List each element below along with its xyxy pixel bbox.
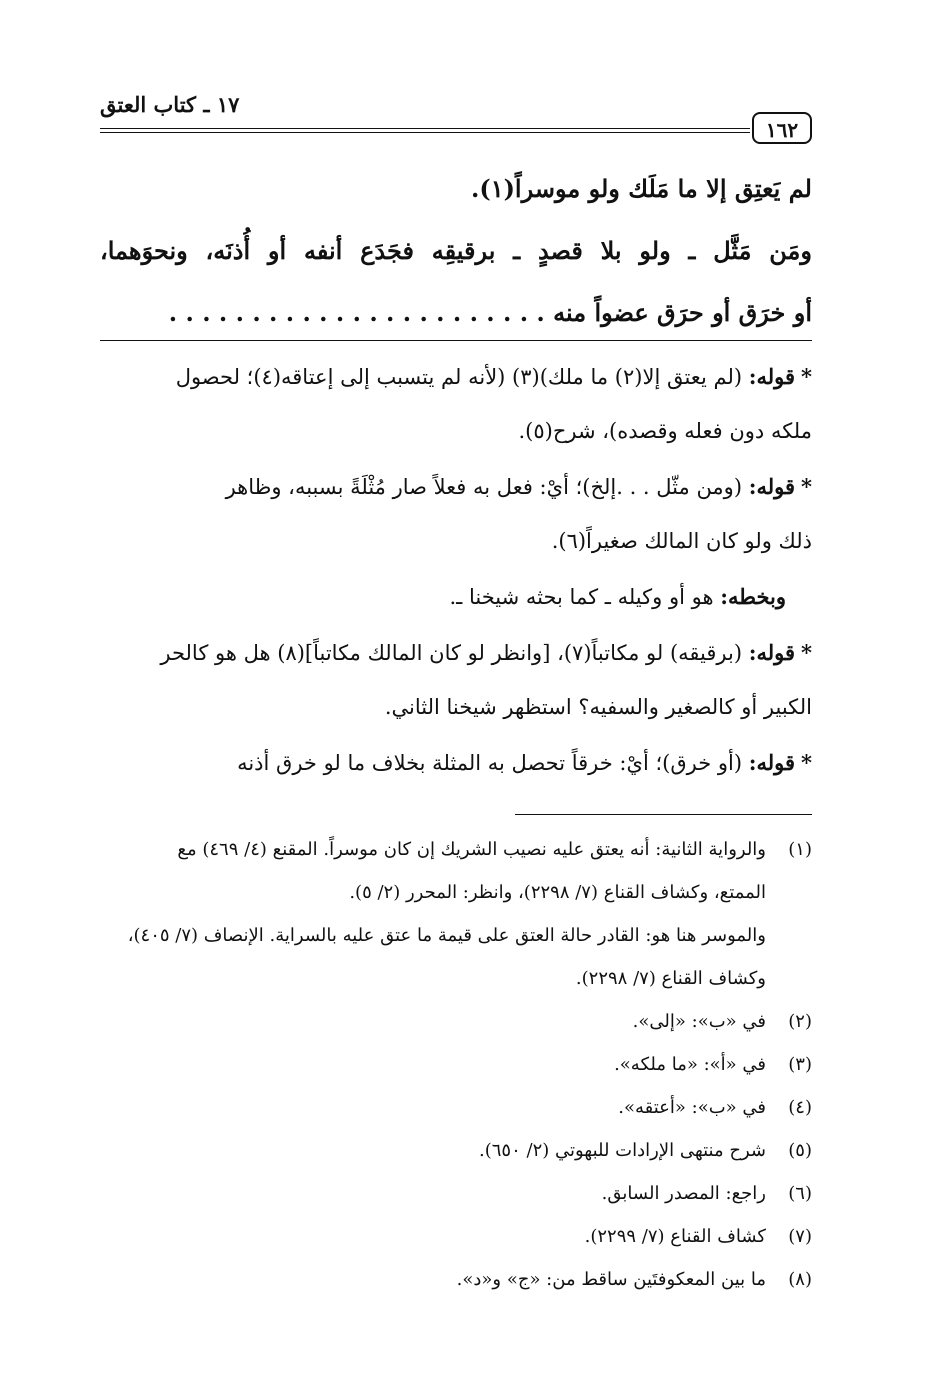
footnote-line: الممتع، وكشاف القناع (٧/ ٢٢٩٨)، وانظر: المحرر (٢/ ٥). xyxy=(349,882,766,903)
footnote-line: والموسر هنا هو: القادر حالة العتق على قيمة ما عتق عليه بالسراية. الإنصاف (٧/ ٤٠٥)، xyxy=(127,925,766,946)
paragraph-lead: قوله: xyxy=(748,640,796,665)
footnote xyxy=(100,1129,812,1172)
footnote xyxy=(100,1043,812,1086)
footnote-rule xyxy=(515,814,812,815)
star-marker: * xyxy=(801,640,812,665)
footnote-text: في «ب»: «إلى». xyxy=(632,1011,766,1032)
paragraph-lead: قوله: xyxy=(748,750,796,775)
footnote-text: كشاف القناع (٧/ ٢٢٩٩). xyxy=(584,1226,766,1247)
paragraph-lead: وبخطه: xyxy=(720,584,786,609)
star-marker: * xyxy=(801,750,812,775)
footnote-number: (٥) xyxy=(788,1140,812,1161)
page-number: ١٦٢ xyxy=(752,112,812,144)
commentary-paragraph xyxy=(100,736,812,790)
footnote-text: في «أ»: «ما ملكه». xyxy=(614,1054,766,1075)
footnote-number: (٧) xyxy=(788,1226,812,1247)
footnote-line: وكشاف القناع (٧/ ٢٢٩٨). xyxy=(575,968,766,989)
commentary-paragraph xyxy=(100,570,812,624)
main-text xyxy=(100,158,812,344)
star-marker: * xyxy=(801,364,812,389)
footnote xyxy=(100,1215,812,1258)
footnote xyxy=(100,1086,812,1129)
footnote xyxy=(100,1000,812,1043)
commentary-line: ملكه دون فعله وقصده)، شرح(٥). xyxy=(518,419,812,443)
commentary-line xyxy=(100,350,812,404)
commentary-paragraph xyxy=(100,626,812,734)
commentary-line: الكبير أو كالصغير والسفيه؟ استظهر شيخنا الثاني. xyxy=(384,695,812,719)
footnotes xyxy=(100,828,812,1301)
footnote xyxy=(100,1258,812,1301)
commentary-line xyxy=(100,570,812,624)
footnote-number: (٣) xyxy=(788,1054,812,1075)
paragraph-lead: قوله: xyxy=(748,474,796,499)
paragraph-text: (لم يعتق إلا(٢) ما ملك)(٣) (لأنه لم يتسبب إلى إعتاقه(٤)؛ لحصول xyxy=(175,365,743,389)
footnote-number: (٦) xyxy=(788,1183,812,1204)
footnote xyxy=(100,1172,812,1215)
chapter-title: ١٧ ـ كتاب العتق xyxy=(100,92,240,117)
header-rule xyxy=(100,128,750,129)
commentary-line: ذلك ولو كان المالك صغيراً(٦). xyxy=(551,529,812,553)
footnote-text: ما بين المعكوفتَين ساقط من: «ج» و«د». xyxy=(456,1269,766,1290)
main-line: لم يَعتِق إلا ما مَلَك ولو موسراً(١). xyxy=(470,174,812,203)
star-marker: * xyxy=(801,474,812,499)
footnote-number: (٨) xyxy=(788,1269,812,1290)
footnote-text: راجع: المصدر السابق. xyxy=(601,1183,766,1204)
footnote-text: والرواية الثانية: أنه يعتق عليه نصيب الشريك إن كان موسراً. المقنع (٤/ ٤٦٩) مع xyxy=(177,839,766,860)
paragraph-text: (أو خرق)؛ أيْ: خرقاً تحصل به المثلة بخلاف ما لو خرق أذنه xyxy=(237,751,743,775)
main-line: ومَن مَثَّل ـ ولو بلا قصدٍ ـ برقيقِه فجَدَع أنفه أو أُذنَه، ونحوَهما، xyxy=(100,236,812,265)
footnote-text: في «ب»: «أعتقه». xyxy=(618,1097,766,1118)
footnote-text: شرح منتهى الإرادات للبهوتي (٢/ ٦٥٠). xyxy=(479,1140,766,1161)
footnote-number: (٢) xyxy=(788,1011,812,1032)
footnote xyxy=(100,828,812,871)
paragraph-lead: قوله: xyxy=(748,364,796,389)
main-line: أو خرَق أو حرَق عضواً منه . . . . . . . . . . . . . . . . . . . . . . . xyxy=(168,298,812,327)
footnote-number: (٤) xyxy=(788,1097,812,1118)
paragraph-text: (برقيقه) لو مكاتباً(٧)، [وانظر لو كان المالك مكاتباً](٨) هل هو كالحر xyxy=(160,641,743,665)
commentary-paragraph xyxy=(100,460,812,568)
paragraph-text: هو أو وكيله ـ كما بحثه شيخنا ـ. xyxy=(449,585,714,609)
commentary-line xyxy=(100,626,812,680)
paragraph-text: (ومن مثّل . . .إلخ)؛ أيْ: فعل به فعلاً صار مُثْلَةً بسببه، وظاهر xyxy=(225,475,743,499)
commentary xyxy=(100,350,812,792)
section-rule xyxy=(100,340,812,341)
commentary-line xyxy=(100,736,812,790)
commentary-line xyxy=(100,460,812,514)
footnote-number: (١) xyxy=(788,839,812,860)
commentary-paragraph xyxy=(100,350,812,458)
